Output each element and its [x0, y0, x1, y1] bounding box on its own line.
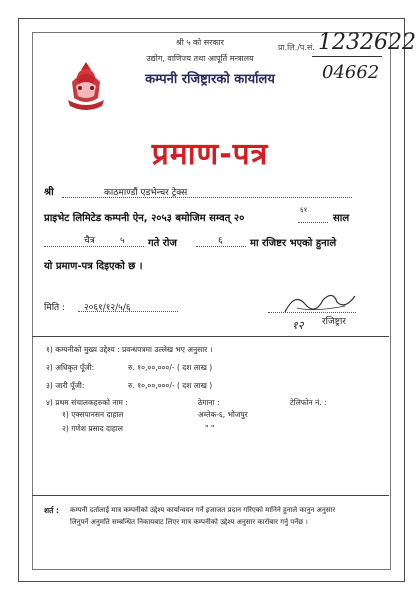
- sal-text: साल: [333, 213, 350, 224]
- registered-text: मा रजिष्टर भएको हुनाले: [250, 238, 337, 249]
- condition-line-1: कम्पनी दर्तालाई मात्र कम्पनीको उद्देश्य कार्यान्वयन गर्ने इजाजत प्रदान गरिएको मानिने हुनाले कानुन अनुसार: [70, 506, 336, 514]
- directors-label: ४) प्रथम संचालकहरुको नाम :: [46, 398, 128, 407]
- government-text: श्री ५ को सरकार: [176, 38, 224, 47]
- gate-roj-text: गते रोज: [148, 238, 177, 249]
- address-label: ठेगाना :: [198, 398, 220, 407]
- registrar-label: रजिष्ट्रार: [322, 317, 346, 327]
- registration-underline: [312, 56, 382, 57]
- weekday-value: ६: [218, 236, 223, 246]
- condition-label: शर्त :: [44, 506, 59, 515]
- authorized-capital-label: २) अधिकृत पूँजी:: [46, 363, 95, 372]
- day-value: ५: [120, 236, 125, 246]
- condition-line-2: लिनुपर्ने अनुमति सम्बन्धित निकायबाट लिएर मात्र कम्पनीको उद्देश्य अनुसार कारोबार गर्नु पर्नेछ ।: [70, 518, 308, 526]
- date-value: २०६१/१२/५/६: [84, 303, 131, 313]
- registration-label: प्रा.लि./प.सं.: [278, 43, 315, 52]
- registration-number-2-handwritten: 04662: [322, 62, 380, 83]
- registrar-dotline: [268, 312, 356, 313]
- issued-capital-value: रु. १०,००,०००/- ( दश लाख ): [128, 381, 213, 390]
- month-dotline: [44, 246, 144, 247]
- date-label: मिति :: [44, 303, 66, 313]
- certificate-title: प्रमाण-पत्र: [151, 137, 269, 172]
- director-1-name: १) एक्सपानसन दाहाल: [62, 410, 124, 419]
- director-2-address: " ": [205, 424, 215, 433]
- authorized-capital-value: रु. १०,००,०००/- ( दश लाख ): [128, 363, 213, 372]
- year-dotline: [298, 222, 328, 223]
- month-value: चैत्र: [84, 236, 95, 246]
- phone-label: टेलिफोन नं. :: [290, 398, 327, 407]
- director-1-address: अम्तेक-६, भोजपुर: [198, 410, 248, 419]
- act-text: प्राइभेट लिमिटेड कम्पनी ऐन, २०५३ बमोजिम सम्वत् २०: [44, 213, 245, 224]
- year-suffix: ६१: [300, 206, 308, 214]
- divider-top: [32, 336, 389, 337]
- divider-bottom: [32, 495, 389, 496]
- issued-text: यो प्रमाण-पत्र दिइएको छ ।: [44, 261, 143, 272]
- director-2-name: २) गणेश प्रसाद दाहाल: [62, 424, 123, 433]
- registrar-signature: [275, 282, 365, 322]
- issued-capital-label: ३) जारी पूँजी:: [46, 381, 85, 390]
- office-title: कम्पनी रजिष्ट्रारको कार्यालय: [145, 72, 275, 87]
- registration-number-handwritten: 1232622: [318, 30, 416, 55]
- registrar-signature-number: १२: [292, 319, 304, 332]
- ministry-text: उद्योग, वाणिज्य तथा आपूर्ति मन्त्रालय: [146, 54, 254, 63]
- objective-item: १) कम्पनीको मुख्य उद्देश्य : प्रवन्धपत्रमा उल्लेख भए अनुसार ।: [46, 345, 213, 354]
- shri-label: श्री: [44, 187, 54, 198]
- company-name: काठमाण्डौं एडभेन्चर ट्रेक्स: [104, 188, 188, 198]
- weekday-dotline: [196, 246, 246, 247]
